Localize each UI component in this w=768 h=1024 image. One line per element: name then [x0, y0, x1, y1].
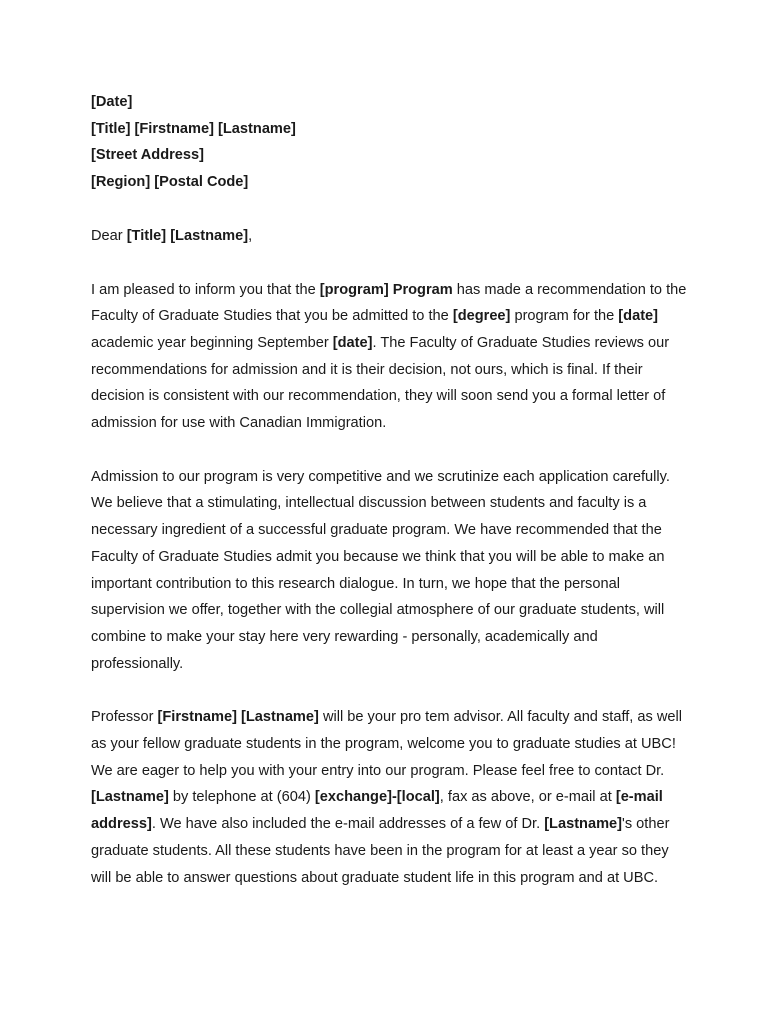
p3-text-3: by telephone at (604) [168, 789, 315, 806]
p1-text-2: has made a recommendation to the Faculty of Graduate Studies that you be admitted to the [91, 281, 691, 325]
p3-text-5: . We have also included the e-mail addresses of a few of Dr. [151, 816, 545, 833]
academic-year-placeholder: [date] [618, 308, 659, 325]
p1-text-4: academic year beginning September [91, 308, 663, 351]
letter-date [91, 89, 691, 116]
recipient-name [91, 116, 691, 143]
salutation [91, 223, 691, 250]
region-placeholder: [Region] [Postal Code] [91, 174, 249, 191]
degree-placeholder: [degree] [452, 308, 511, 325]
p2-text: Admission to our program is very competitive and we scrutinize each application carefully. We believe that a stimulating, intellectual discussion between students and faculty is a necessary ingredient of a successful graduate program. We have recommended that the Faculty of Graduate Studies admit you because we think that you will be able to make an important contribution to this research dialogue. In turn, we hope that the personal supervision we offer, together with the collegial atmosphere of our graduate students, will combine to make your stay here very rewarding - personally, academically and professionally. [91, 468, 674, 672]
paragraph-advisor [91, 704, 691, 891]
p3-text-4: , fax as above, or e-mail at [439, 789, 616, 806]
p3-text-2: will be your pro tem advisor. All faculty and staff, as well as your fellow graduate students in the program, welcome you to graduate studies at UBC! We are eager to help you with your entry into our program. Please feel free to contact Dr. [91, 709, 687, 779]
recipient-street [91, 142, 691, 169]
september-date-placeholder: [date] [332, 334, 373, 351]
p3-text-6: 's other graduate students. All these students have been in the program for at least a year so they will be able to answer questions about graduate student life in this program and at UBC. [91, 816, 674, 886]
letter-body [91, 89, 691, 918]
advisor-name-placeholder: [Firstname] [Lastname] [157, 709, 319, 726]
p1-text-1: I am pleased to inform you that the [91, 281, 320, 298]
salutation-prefix: Dear [91, 227, 127, 244]
date-placeholder: [Date] [91, 94, 133, 110]
p3-text-1: Professor [91, 709, 158, 726]
phone-placeholder: [exchange]-[local] [314, 789, 440, 806]
paragraph-admission [91, 464, 691, 678]
recipient-name-placeholder: [Title] [Firstname] [Lastname] [91, 120, 296, 137]
contact-lastname-placeholder: [Lastname] [91, 789, 169, 806]
paragraph-recommendation [91, 277, 691, 437]
p1-text-5: . The Faculty of Graduate Studies reviews our recommendations for admission and it is their decision, not ours, which is final. If their decision is consistent with our recommendation, they will soon send you a formal letter of admission for use with Canadian Immigration. [91, 334, 674, 432]
p1-text-3: program for the [510, 308, 619, 325]
program-placeholder: [program] Program [319, 281, 453, 298]
street-placeholder: [Street Address] [91, 147, 204, 164]
students-lastname-placeholder: [Lastname] [544, 816, 623, 833]
salutation-suffix: , [248, 227, 253, 244]
email-placeholder: [e-mail address] [91, 789, 667, 833]
salutation-name: [Title] [Lastname] [126, 227, 249, 244]
recipient-region [91, 169, 691, 196]
